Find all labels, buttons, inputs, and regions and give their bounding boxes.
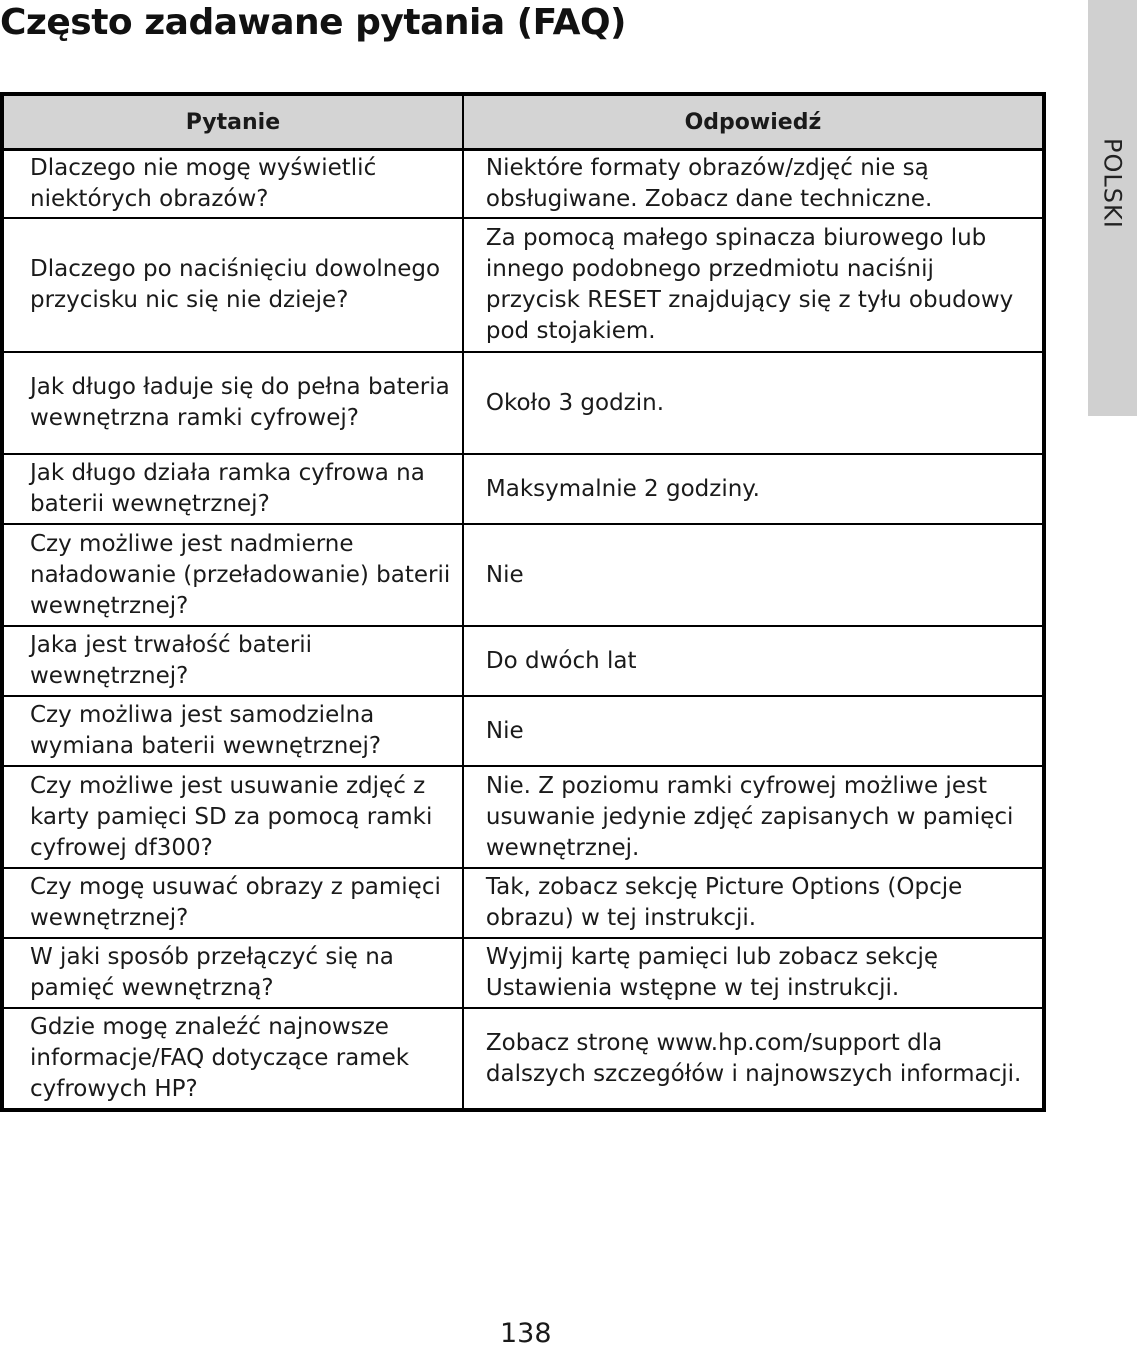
faq-header-row bbox=[2, 94, 1044, 150]
language-tab-text: POLSKI bbox=[1098, 138, 1127, 229]
faq-row bbox=[2, 524, 1044, 626]
faq-answer: Do dwóch lat bbox=[463, 626, 1044, 696]
faq-question: Gdzie mogę znaleźć najnowsze informacje/FAQ dotyczące ramek cyfrowych HP? bbox=[2, 1008, 463, 1110]
language-tab-label bbox=[1088, 0, 1137, 416]
faq-answer: Za pomocą małego spinacza biurowego lub innego podobnego przedmiotu naciśnij przycisk RESET znajdujący się z tyłu obudowy pod stojakiem. bbox=[463, 218, 1044, 352]
faq-row bbox=[2, 696, 1044, 766]
page-title: Często zadawane pytania (FAQ) bbox=[0, 2, 626, 43]
faq-row bbox=[2, 454, 1044, 524]
answer-column-header: Odpowiedź bbox=[463, 94, 1044, 150]
faq-row bbox=[2, 150, 1044, 218]
faq-question: Czy możliwe jest nadmierne naładowanie (przeładowanie) baterii wewnętrznej? bbox=[2, 524, 463, 626]
faq-answer: Zobacz stronę www.hp.com/support dla dalszych szczegółów i najnowszych informacji. bbox=[463, 1008, 1044, 1110]
faq-table bbox=[0, 92, 1046, 1112]
faq-answer: Około 3 godzin. bbox=[463, 352, 1044, 454]
faq-question: W jaki sposób przełączyć się na pamięć wewnętrzną? bbox=[2, 938, 463, 1008]
faq-row bbox=[2, 766, 1044, 868]
page-number: 138 bbox=[500, 1318, 552, 1349]
faq-answer: Wyjmij kartę pamięci lub zobacz sekcję Ustawienia wstępne w tej instrukcji. bbox=[463, 938, 1044, 1008]
faq-question: Jak długo działa ramka cyfrowa na baterii wewnętrznej? bbox=[2, 454, 463, 524]
question-column-header: Pytanie bbox=[2, 94, 463, 150]
faq-question: Dlaczego po naciśnięciu dowolnego przycisku nic się nie dzieje? bbox=[2, 218, 463, 352]
faq-answer: Nie bbox=[463, 524, 1044, 626]
faq-question: Czy mogę usuwać obrazy z pamięci wewnętrznej? bbox=[2, 868, 463, 938]
faq-row bbox=[2, 352, 1044, 454]
faq-row bbox=[2, 218, 1044, 352]
faq-question: Dlaczego nie mogę wyświetlić niektórych obrazów? bbox=[2, 150, 463, 218]
faq-answer: Nie bbox=[463, 696, 1044, 766]
faq-question: Jak długo ładuje się do pełna bateria wewnętrzna ramki cyfrowej? bbox=[2, 352, 463, 454]
faq-row bbox=[2, 626, 1044, 696]
faq-row bbox=[2, 1008, 1044, 1110]
faq-question: Czy możliwe jest usuwanie zdjęć z karty pamięci SD za pomocą ramki cyfrowej df300? bbox=[2, 766, 463, 868]
faq-answer: Nie. Z poziomu ramki cyfrowej możliwe jest usuwanie jedynie zdjęć zapisanych w pamięci wewnętrznej. bbox=[463, 766, 1044, 868]
faq-question: Czy możliwa jest samodzielna wymiana baterii wewnętrznej? bbox=[2, 696, 463, 766]
faq-answer: Tak, zobacz sekcję Picture Options (Opcje obrazu) w tej instrukcji. bbox=[463, 868, 1044, 938]
faq-row bbox=[2, 868, 1044, 938]
faq-answer: Maksymalnie 2 godziny. bbox=[463, 454, 1044, 524]
faq-question: Jaka jest trwałość baterii wewnętrznej? bbox=[2, 626, 463, 696]
faq-answer: Niektóre formaty obrazów/zdjęć nie są obsługiwane. Zobacz dane techniczne. bbox=[463, 150, 1044, 218]
faq-row bbox=[2, 938, 1044, 1008]
